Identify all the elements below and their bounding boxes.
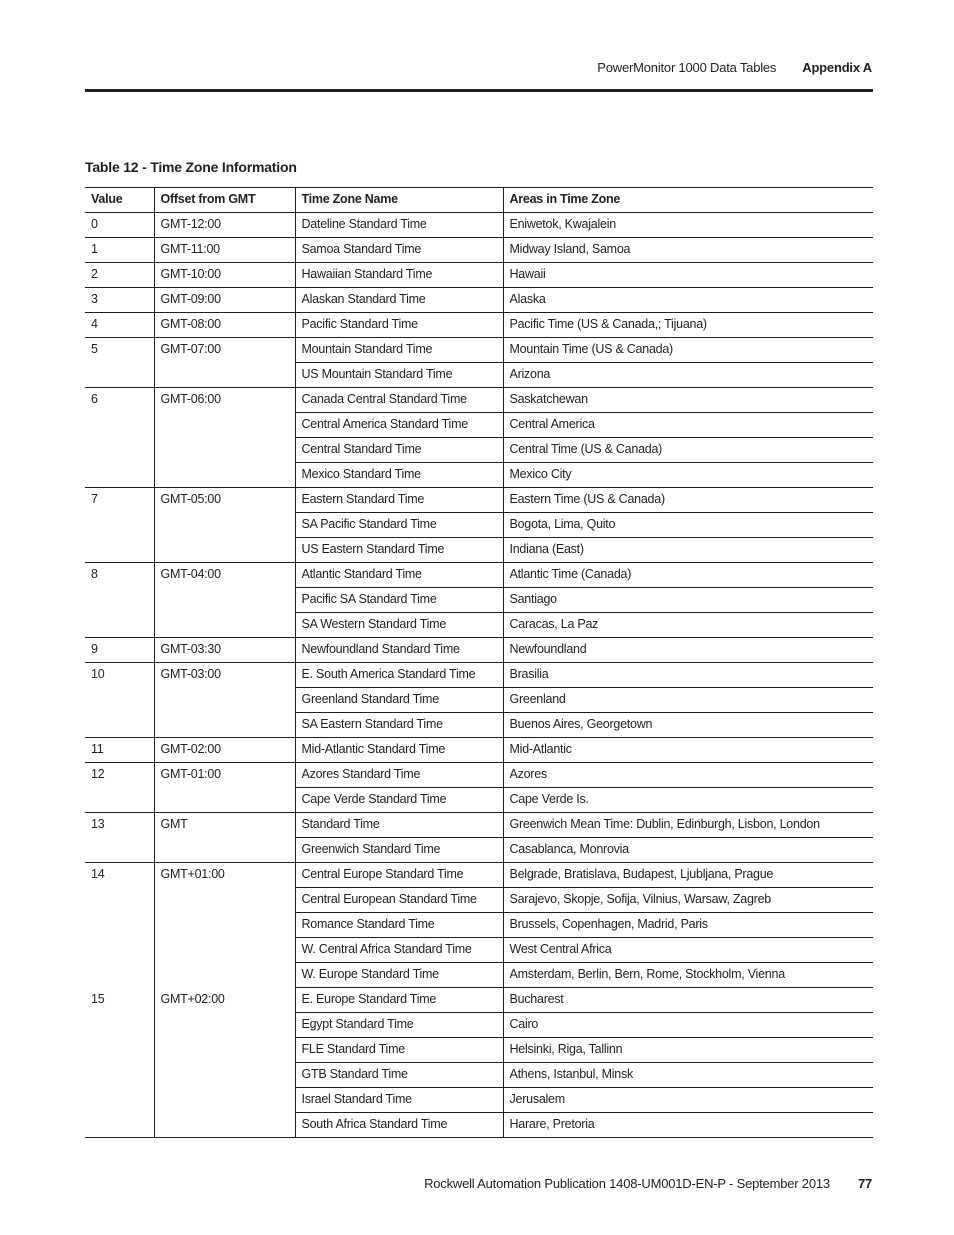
cell-areas: Mountain Time (US & Canada) [503, 338, 873, 363]
cell-value [85, 838, 154, 863]
table-body [85, 213, 873, 1138]
cell-offset: GMT-11:00 [154, 238, 295, 263]
cell-value [85, 513, 154, 538]
cell-time-zone-name: Canada Central Standard Time [295, 388, 503, 413]
table-row [85, 613, 873, 638]
cell-areas: Sarajevo, Skopje, Sofija, Vilnius, Warsaw, Zagreb [503, 888, 873, 913]
cell-areas: Midway Island, Samoa [503, 238, 873, 263]
cell-offset [154, 438, 295, 463]
table-row [85, 738, 873, 763]
table-row [85, 788, 873, 813]
table-row [85, 513, 873, 538]
cell-time-zone-name: Israel Standard Time [295, 1088, 503, 1113]
cell-value [85, 588, 154, 613]
cell-value: 11 [85, 738, 154, 763]
cell-time-zone-name: Pacific Standard Time [295, 313, 503, 338]
cell-time-zone-name: Eastern Standard Time [295, 488, 503, 513]
cell-value [85, 963, 154, 988]
cell-time-zone-name: Greenwich Standard Time [295, 838, 503, 863]
cell-time-zone-name: W. Central Africa Standard Time [295, 938, 503, 963]
cell-offset: GMT-01:00 [154, 763, 295, 788]
cell-offset [154, 413, 295, 438]
cell-value [85, 413, 154, 438]
table-row [85, 913, 873, 938]
header-appendix-label: Appendix A [802, 60, 872, 75]
cell-value [85, 688, 154, 713]
cell-offset [154, 913, 295, 938]
cell-offset: GMT-06:00 [154, 388, 295, 413]
table-row [85, 1013, 873, 1038]
cell-areas: Bucharest [503, 988, 873, 1013]
table-row [85, 363, 873, 388]
cell-areas: Cairo [503, 1013, 873, 1038]
table-row [85, 863, 873, 888]
table-row [85, 1088, 873, 1113]
cell-value [85, 888, 154, 913]
header-section-title: PowerMonitor 1000 Data Tables [597, 60, 777, 75]
running-header [85, 60, 872, 90]
cell-time-zone-name: E. Europe Standard Time [295, 988, 503, 1013]
cell-areas: Hawaii [503, 263, 873, 288]
table-header-row [85, 188, 873, 213]
cell-offset: GMT-03:00 [154, 663, 295, 688]
cell-areas: Saskatchewan [503, 388, 873, 413]
cell-time-zone-name: SA Eastern Standard Time [295, 713, 503, 738]
table-row [85, 763, 873, 788]
cell-offset [154, 538, 295, 563]
cell-time-zone-name: Newfoundland Standard Time [295, 638, 503, 663]
cell-areas: Cape Verde Is. [503, 788, 873, 813]
cell-value: 1 [85, 238, 154, 263]
table-row [85, 463, 873, 488]
cell-offset [154, 888, 295, 913]
cell-value [85, 1013, 154, 1038]
table-title: Table 12 - Time Zone Information [85, 159, 297, 175]
cell-value [85, 613, 154, 638]
cell-offset: GMT-03:30 [154, 638, 295, 663]
cell-areas: Harare, Pretoria [503, 1113, 873, 1138]
cell-value: 14 [91, 867, 105, 881]
table-row [85, 1038, 873, 1063]
cell-areas: Santiago [503, 588, 873, 613]
cell-areas: Buenos Aires, Georgetown [503, 713, 873, 738]
cell-value [85, 363, 154, 388]
cell-time-zone-name: Mid-Atlantic Standard Time [295, 738, 503, 763]
cell-value: 6 [91, 392, 98, 406]
cell-value [85, 1063, 154, 1088]
table-row [85, 538, 873, 563]
cell-areas: Atlantic Time (Canada) [503, 563, 873, 588]
cell-value: 10 [91, 667, 105, 681]
cell-offset [154, 688, 295, 713]
cell-areas: West Central Africa [503, 938, 873, 963]
table-row [85, 888, 873, 913]
cell-value: 12 [91, 767, 105, 781]
table-row [85, 288, 873, 313]
cell-time-zone-name: Azores Standard Time [295, 763, 503, 788]
cell-areas: Pacific Time (US & Canada,; Tijuana) [503, 313, 873, 338]
cell-value [85, 463, 154, 488]
cell-time-zone-name: W. Europe Standard Time [295, 963, 503, 988]
cell-offset [154, 938, 295, 963]
cell-value [85, 1038, 154, 1063]
cell-time-zone-name: US Eastern Standard Time [295, 538, 503, 563]
cell-offset: GMT+01:00 [154, 863, 295, 888]
cell-offset: GMT-09:00 [154, 288, 295, 313]
cell-time-zone-name: Mountain Standard Time [295, 338, 503, 363]
cell-value: 4 [85, 313, 154, 338]
cell-areas: Greenland [503, 688, 873, 713]
table-row [85, 413, 873, 438]
cell-value: 5 [91, 342, 98, 356]
page-number: 77 [857, 1176, 872, 1191]
cell-offset [154, 1013, 295, 1038]
table-row [85, 388, 873, 413]
table-row [85, 313, 873, 338]
cell-value: 8 [91, 567, 98, 581]
cell-value [85, 713, 154, 738]
cell-offset [154, 1088, 295, 1113]
cell-areas: Azores [503, 763, 873, 788]
cell-time-zone-name: FLE Standard Time [295, 1038, 503, 1063]
cell-value [85, 938, 154, 963]
cell-value: 0 [85, 213, 154, 238]
cell-time-zone-name: Egypt Standard Time [295, 1013, 503, 1038]
cell-areas: Arizona [503, 363, 873, 388]
cell-time-zone-name: Greenland Standard Time [295, 688, 503, 713]
cell-value [85, 438, 154, 463]
cell-areas: Central America [503, 413, 873, 438]
cell-areas: Greenwich Mean Time: Dublin, Edinburgh, Lisbon, London [503, 813, 873, 838]
table-row [85, 638, 873, 663]
cell-value [85, 913, 154, 938]
cell-areas: Belgrade, Bratislava, Budapest, Ljubljana, Prague [503, 863, 873, 888]
table-row [85, 813, 873, 838]
table-row [85, 713, 873, 738]
cell-areas: Brasilia [503, 663, 873, 688]
cell-time-zone-name: Pacific SA Standard Time [295, 588, 503, 613]
cell-offset: GMT [154, 813, 295, 838]
column-header-offset: Offset from GMT [154, 188, 295, 213]
page-footer [85, 1176, 872, 1191]
cell-offset: GMT-05:00 [154, 488, 295, 513]
cell-value: 3 [85, 288, 154, 313]
cell-offset: GMT+02:00 [154, 988, 295, 1013]
cell-offset [154, 838, 295, 863]
column-header-areas: Areas in Time Zone [503, 188, 873, 213]
cell-areas: Mexico City [503, 463, 873, 488]
cell-value: 7 [91, 492, 98, 506]
table-row [85, 563, 873, 588]
cell-value: 13 [91, 817, 105, 831]
table-row [85, 838, 873, 863]
cell-offset [154, 713, 295, 738]
cell-offset: GMT-10:00 [154, 263, 295, 288]
table-row [85, 588, 873, 613]
table-row [85, 688, 873, 713]
cell-areas: Indiana (East) [503, 538, 873, 563]
cell-areas: Newfoundland [503, 638, 873, 663]
cell-time-zone-name: Atlantic Standard Time [295, 563, 503, 588]
time-zone-table [85, 187, 873, 1138]
cell-offset [154, 363, 295, 388]
cell-time-zone-name: Cape Verde Standard Time [295, 788, 503, 813]
cell-time-zone-name: SA Western Standard Time [295, 613, 503, 638]
cell-value: 9 [85, 638, 154, 663]
cell-offset: GMT-12:00 [154, 213, 295, 238]
cell-areas: Athens, Istanbul, Minsk [503, 1063, 873, 1088]
cell-value [85, 1113, 154, 1138]
table-row [85, 213, 873, 238]
cell-offset [154, 1063, 295, 1088]
cell-time-zone-name: Dateline Standard Time [295, 213, 503, 238]
cell-time-zone-name: South Africa Standard Time [295, 1113, 503, 1138]
cell-offset [154, 613, 295, 638]
cell-offset: GMT-08:00 [154, 313, 295, 338]
cell-offset [154, 513, 295, 538]
cell-areas: Eastern Time (US & Canada) [503, 488, 873, 513]
cell-time-zone-name: Mexico Standard Time [295, 463, 503, 488]
cell-time-zone-name: Samoa Standard Time [295, 238, 503, 263]
cell-value [85, 1088, 154, 1113]
table-row [85, 1113, 873, 1138]
cell-time-zone-name: SA Pacific Standard Time [295, 513, 503, 538]
cell-time-zone-name: Central European Standard Time [295, 888, 503, 913]
cell-areas: Brussels, Copenhagen, Madrid, Paris [503, 913, 873, 938]
cell-offset [154, 1113, 295, 1138]
cell-time-zone-name: E. South America Standard Time [295, 663, 503, 688]
table-row [85, 963, 873, 988]
cell-time-zone-name: Romance Standard Time [295, 913, 503, 938]
cell-offset: GMT-02:00 [154, 738, 295, 763]
cell-offset [154, 963, 295, 988]
cell-time-zone-name: US Mountain Standard Time [295, 363, 503, 388]
cell-time-zone-name: GTB Standard Time [295, 1063, 503, 1088]
cell-offset [154, 588, 295, 613]
cell-areas: Casablanca, Monrovia [503, 838, 873, 863]
cell-offset: GMT-04:00 [154, 563, 295, 588]
cell-time-zone-name: Standard Time [295, 813, 503, 838]
cell-areas: Jerusalem [503, 1088, 873, 1113]
header-rule [85, 89, 873, 92]
table-row [85, 263, 873, 288]
cell-value: 2 [85, 263, 154, 288]
cell-offset [154, 788, 295, 813]
cell-offset: GMT-07:00 [154, 338, 295, 363]
cell-areas: Eniwetok, Kwajalein [503, 213, 873, 238]
cell-areas: Alaska [503, 288, 873, 313]
table-row [85, 988, 873, 1013]
column-header-name: Time Zone Name [295, 188, 503, 213]
cell-areas: Caracas, La Paz [503, 613, 873, 638]
table-row [85, 338, 873, 363]
cell-time-zone-name: Central Europe Standard Time [295, 863, 503, 888]
cell-time-zone-name: Central America Standard Time [295, 413, 503, 438]
table-row [85, 1063, 873, 1088]
cell-areas: Helsinki, Riga, Tallinn [503, 1038, 873, 1063]
table-row [85, 663, 873, 688]
cell-areas: Amsterdam, Berlin, Bern, Rome, Stockholm, Vienna [503, 963, 873, 988]
cell-time-zone-name: Hawaiian Standard Time [295, 263, 503, 288]
cell-time-zone-name: Alaskan Standard Time [295, 288, 503, 313]
cell-time-zone-name: Central Standard Time [295, 438, 503, 463]
cell-areas: Mid-Atlantic [503, 738, 873, 763]
publication-info: Rockwell Automation Publication 1408-UM001D-EN-P - September 2013 [424, 1176, 830, 1191]
table-row [85, 438, 873, 463]
cell-areas: Central Time (US & Canada) [503, 438, 873, 463]
cell-offset [154, 463, 295, 488]
cell-offset [154, 1038, 295, 1063]
cell-value [85, 788, 154, 813]
cell-value [85, 538, 154, 563]
table-row [85, 488, 873, 513]
cell-areas: Bogota, Lima, Quito [503, 513, 873, 538]
cell-value: 15 [91, 991, 105, 1006]
table-row [85, 238, 873, 263]
column-header-value: Value [85, 188, 154, 213]
table-row [85, 938, 873, 963]
